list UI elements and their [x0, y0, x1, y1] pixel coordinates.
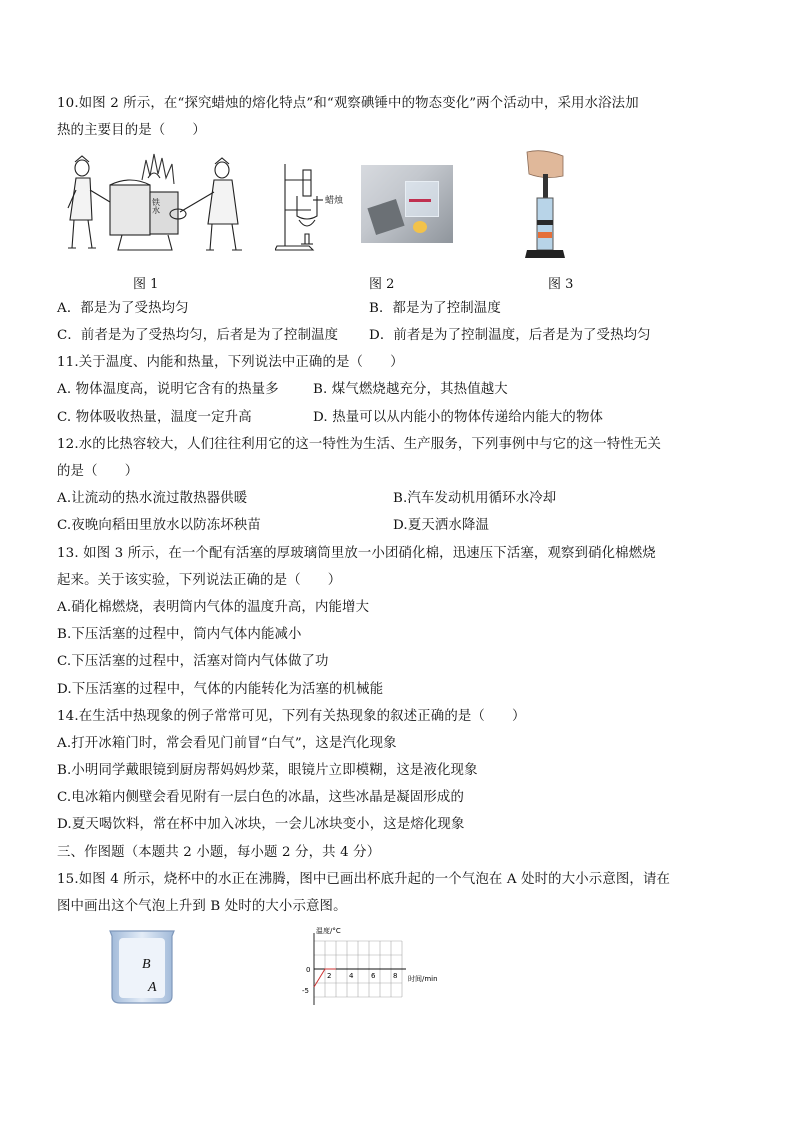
q11-option-b: B. 煤气燃烧越充分，其热值越大 [313, 382, 508, 397]
q13-option-c: C.下压活塞的过程中，活塞对筒内气体做了功 [57, 654, 329, 669]
q12-option-c: C.夜晚向稻田里放水以防冻坏秧苗 [57, 518, 261, 533]
q12-stem-line1: 12.水的比热容较大，人们往往利用它的这一特性为生活、生产服务，下列事例中与它的这一特性无关 [57, 437, 661, 452]
q11-option-d: D. 热量可以从内能小的物体传递给内能大的物体 [313, 410, 604, 425]
figure1-caption: 图 1 [133, 277, 159, 292]
q10-option-d: D．前者是为了控制温度，后者是为了受热均匀 [369, 328, 651, 343]
graph-xlabel: 时间/min [408, 975, 438, 983]
graph-x-tick-6: 6 [371, 972, 376, 980]
figure-3-fire-syringe [519, 150, 569, 260]
q14-option-d: D.夏天喝饮料，常在杯中加入冰块，一会儿冰块变小，这是熔化现象 [57, 817, 465, 832]
section-3-heading: 三、作图题（本题共 2 小题，每小题 2 分，共 4 分） [57, 845, 381, 860]
figure-4-beaker [106, 928, 178, 1006]
q15-stem-line2: 图中画出这个气泡上升到 B 处时的大小示意图。 [57, 899, 347, 914]
q14-stem: 14.在生活中热现象的例子常常可见，下列有关热现象的叙述正确的是（ ） [57, 709, 526, 724]
q14-option-c: C.电冰箱内侧壁会看见附有一层白色的冰晶，这些冰晶是凝固形成的 [57, 790, 465, 805]
figure-1-casting-illustration [62, 150, 252, 260]
temperature-time-graph [298, 925, 448, 1010]
q11-stem: 11.关于温度、内能和热量，下列说法中正确的是（ ） [57, 355, 404, 370]
q12-option-b: B.汽车发动机用循环水冷却 [393, 491, 557, 506]
graph-ylabel: 温度/°C [316, 927, 341, 935]
graph-x-tick-4: 4 [349, 972, 354, 980]
q10-stem-line1: 10.如图 2 所示，在“探究蜡烛的熔化特点”和“观察碘锤中的物态变化”两个活动中，采用水浴法加 [57, 96, 639, 111]
q14-option-a: A.打开冰箱门时，常会看见门前冒“白气”，这是汽化现象 [57, 736, 397, 751]
q10-option-a: A．都是为了受热均匀 [57, 301, 189, 316]
graph-y-tick-0: 0 [306, 966, 311, 974]
fig2-label: 蜡烛 [325, 195, 344, 205]
q13-option-b: B.下压活塞的过程中，筒内气体内能减小 [57, 627, 302, 642]
figure3-caption: 图 3 [548, 277, 574, 292]
q11-option-a: A. 物体温度高，说明它含有的热量多 [57, 382, 279, 397]
figure-2-photo [361, 165, 453, 243]
q10-option-c: C．前者是为了受热均匀，后者是为了控制温度 [57, 328, 339, 343]
iodine-vapor-shape [409, 199, 431, 202]
q13-option-a: A.硝化棉燃烧，表明筒内气体的温度升高，内能增大 [57, 600, 370, 615]
q11-option-c: C. 物体吸收热量，温度一定升高 [57, 410, 252, 425]
graph-y-tick-minus5: -5 [302, 987, 309, 995]
graph-x-tick-8: 8 [393, 972, 398, 980]
flame-shape [413, 221, 427, 233]
q13-stem-line1: 13. 如图 3 所示，在一个配有活塞的厚玻璃筒里放一小团硝化棉，迅速压下活塞，观察到硝化棉燃烧 [57, 546, 656, 561]
q12-option-a: A.让流动的热水流过散热器供暖 [57, 491, 248, 506]
q14-option-b: B.小明同学戴眼镜到厨房帮妈妈炒菜，眼镜片立即模糊，这是液化现象 [57, 763, 478, 778]
q13-stem-line2: 起来。关于该实验，下列说法正确的是（ ） [57, 573, 342, 588]
q13-option-d: D.下压活塞的过程中，气体的内能转化为活塞的机械能 [57, 682, 384, 697]
q10-option-b: B．都是为了控制温度 [369, 301, 501, 316]
q15-stem-line1: 15.如图 4 所示，烧杯中的水正在沸腾，图中已画出杯底升起的一个气泡在 A 处时的大小示意图，请在 [57, 872, 671, 887]
figure2-caption: 图 2 [369, 277, 395, 292]
graph-x-tick-2: 2 [327, 972, 332, 980]
q12-option-d: D.夏天洒水降温 [393, 518, 490, 533]
beaker-label-b: B [142, 957, 151, 972]
beaker-label-a: A [148, 980, 157, 995]
q12-stem-line2: 的是（ ） [57, 464, 139, 479]
iodine-hammer-shape [367, 199, 404, 235]
q10-stem-line2: 热的主要目的是（ ） [57, 123, 206, 138]
fig1-label: 铁水 [151, 198, 161, 214]
figure-2-candle-apparatus [275, 160, 355, 252]
